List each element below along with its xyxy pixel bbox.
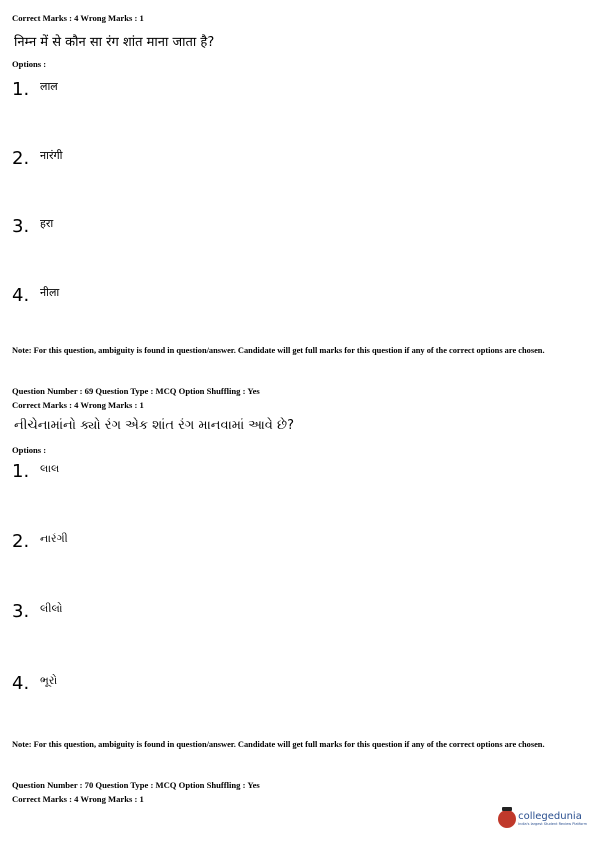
- option-number: 4.: [12, 673, 30, 694]
- option-number: 2.: [12, 148, 30, 169]
- graduation-cap-icon: [498, 810, 516, 828]
- q68-note: Note: For this question, ambiguity is found in question/answer. Candidate will get full marks for this question if any of the correct options are chosen.: [12, 346, 545, 355]
- q70-header: Question Number : 70 Question Type : MCQ Option Shuffling : Yes: [12, 780, 260, 790]
- q69-marks: Correct Marks : 4 Wrong Marks : 1: [12, 400, 144, 410]
- option-text: નારંગી: [40, 532, 68, 545]
- q69-option-2[interactable]: [12, 528, 68, 552]
- q69-question-text: નીચેનામાંનો ક્યો રંગ એક શાંત રંગ માનવામાં આવે છે?: [14, 418, 294, 433]
- q68-option-1[interactable]: [12, 76, 58, 100]
- q69-option-1[interactable]: [12, 458, 59, 482]
- option-text: લીલો: [40, 602, 63, 615]
- collegedunia-logo: [498, 810, 587, 828]
- logo-text: collegedunia: [518, 810, 582, 822]
- q68-option-3[interactable]: [12, 213, 53, 237]
- option-number: 1.: [12, 461, 30, 482]
- q70-marks: Correct Marks : 4 Wrong Marks : 1: [12, 794, 144, 804]
- q69-option-3[interactable]: [12, 598, 63, 622]
- q68-marks: Correct Marks : 4 Wrong Marks : 1: [12, 13, 144, 23]
- q69-options-label: Options :: [12, 445, 47, 455]
- option-text: नारंगी: [40, 149, 63, 162]
- option-text: લાલ: [40, 462, 60, 475]
- option-number: 2.: [12, 531, 30, 552]
- option-number: 3.: [12, 216, 30, 237]
- q68-question-text: निम्न में से कौन सा रंग शांत माना जाता है?: [14, 35, 215, 50]
- option-text: नीला: [40, 286, 60, 299]
- option-number: 3.: [12, 601, 30, 622]
- option-text: लाल: [40, 80, 58, 93]
- q68-option-4[interactable]: [12, 282, 59, 306]
- option-text: ભૂરો: [40, 674, 58, 687]
- logo-subtext: India's largest Student Review Platform: [518, 821, 587, 826]
- q68-options-label: Options :: [12, 59, 47, 69]
- q69-note: Note: For this question, ambiguity is found in question/answer. Candidate will get full marks for this question if any of the correct options are chosen.: [12, 740, 545, 749]
- option-number: 1.: [12, 79, 30, 100]
- q68-option-2[interactable]: [12, 145, 63, 169]
- q69-header: Question Number : 69 Question Type : MCQ Option Shuffling : Yes: [12, 386, 260, 396]
- option-number: 4.: [12, 285, 30, 306]
- option-text: हरा: [40, 217, 54, 230]
- q69-option-4[interactable]: [12, 670, 57, 694]
